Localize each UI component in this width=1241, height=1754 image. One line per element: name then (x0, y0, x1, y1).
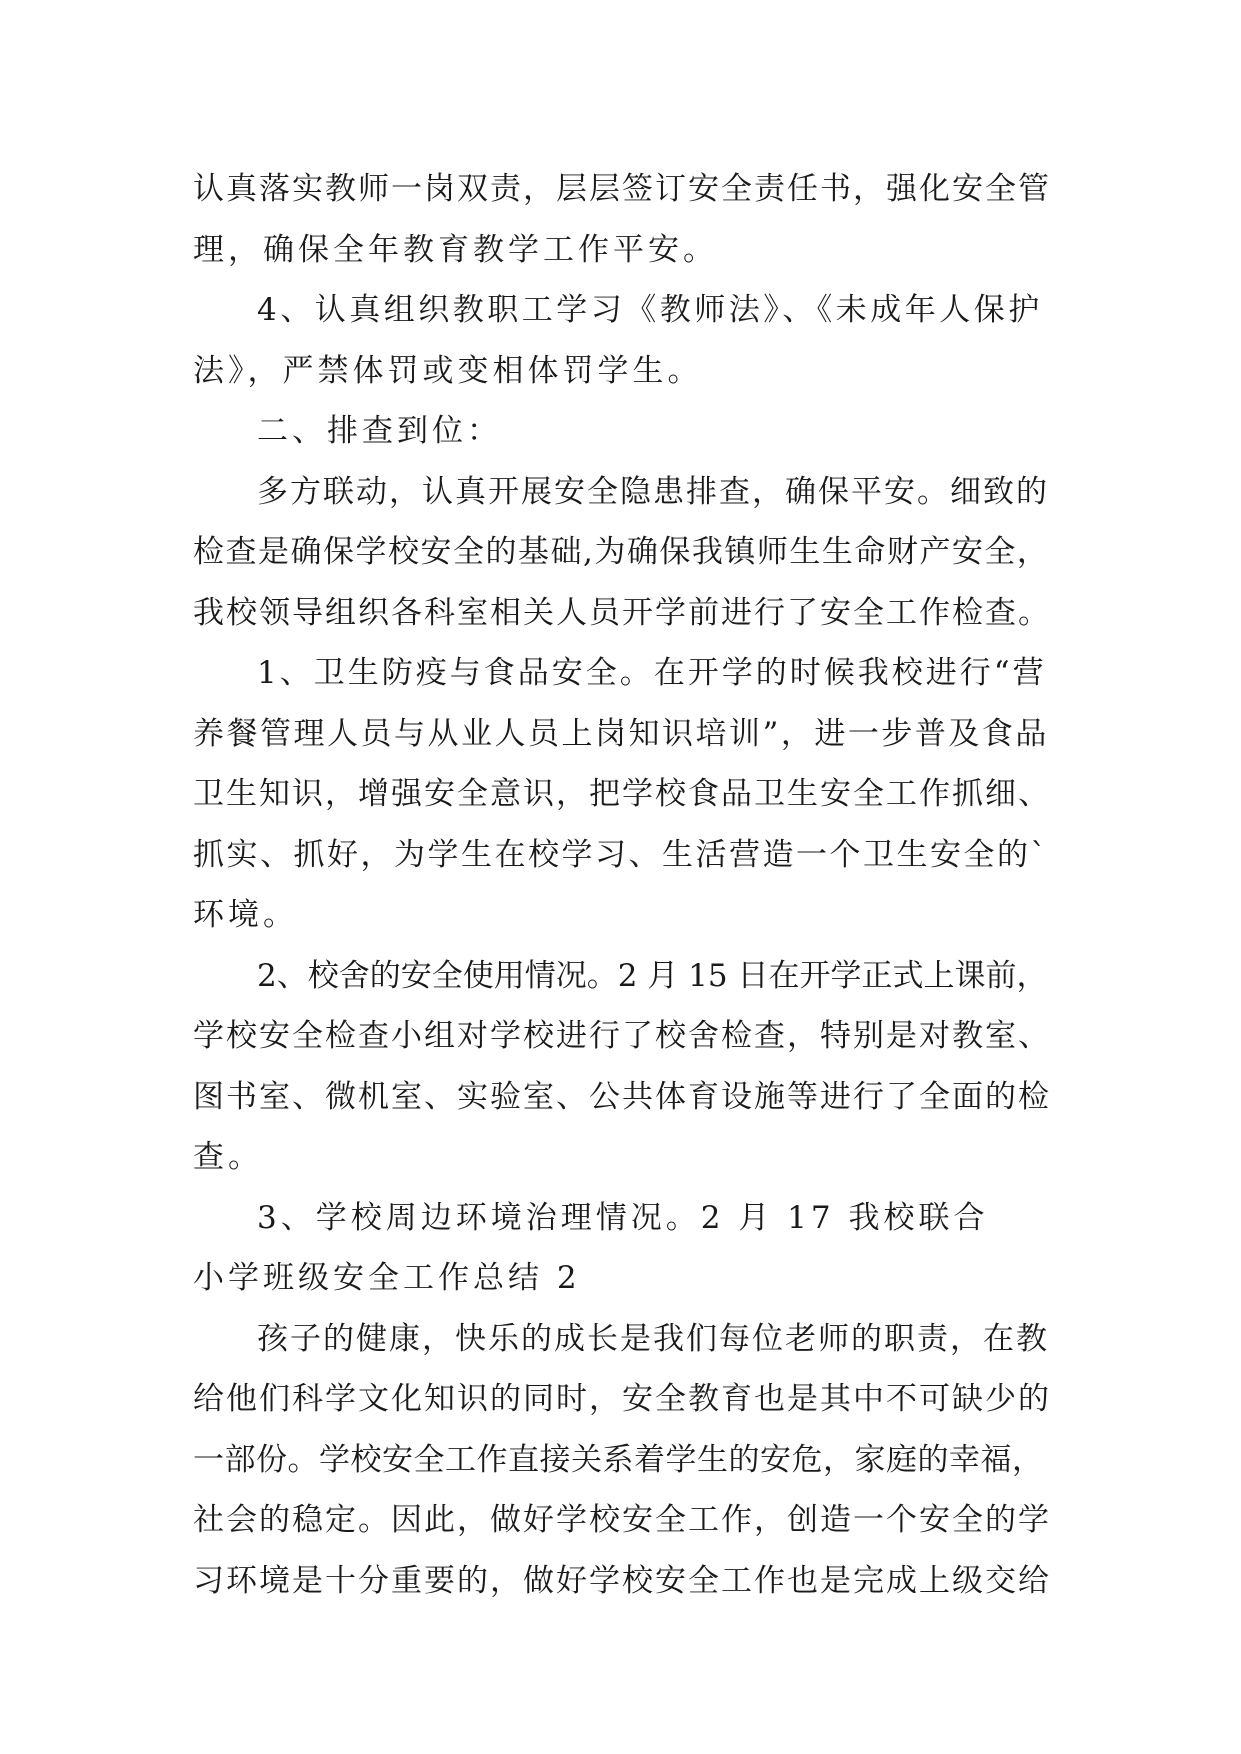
text-line: 抓实、抓好，为学生在校学习、生活营造一个卫生安全的` (193, 836, 1049, 873)
text-line: 卫生知识，增强安全意识，把学校食品卫生安全工作抓细、 (193, 776, 1051, 812)
text-line: 多方联动，认真开展安全隐患排查，确保平安。细致的 (257, 473, 1049, 510)
text-line: 检查是确保学校安全的基础,为确保我镇师生生命财产安全， (193, 534, 1050, 570)
text-line: 3、学校周边环境治理情况。2 月 17 我校联合 (257, 1199, 989, 1236)
text-line: 习环境是十分重要的，做好学校安全工作也是完成上级交给 (193, 1562, 1051, 1599)
text-line: 一部份。学校安全工作直接关系着学生的安危，家庭的幸福， (193, 1441, 1044, 1478)
text-line: 孩子的健康，快乐的成长是我们每位老师的职责，在教 (257, 1320, 1049, 1357)
text-line: 查。 (193, 1139, 263, 1175)
text-line: 社会的稳定。因此，做好学校安全工作，创造一个安全的学 (193, 1502, 1051, 1538)
document-body (193, 159, 1053, 1611)
text-line: 给他们科学文化知识的同时，安全教育也是其中不可缺少的 (193, 1381, 1051, 1417)
text-line: 认真落实教师一岗双责，层层签订安全责任书，强化安全管 (193, 171, 1051, 207)
text-line: 2、校舍的安全使用情况。2 月 15 日在开学正式上课前， (257, 957, 1048, 994)
text-line: 法》，严禁体罚或变相体罚学生。 (193, 352, 703, 389)
text-line: 二、排查到位： (257, 413, 502, 449)
text-line: 4、认真组织教职工学习《教师法》、《未成年人保护 (257, 292, 1043, 328)
text-line: 环境。 (193, 897, 298, 933)
text-line: 小学班级安全工作总结 2 (193, 1260, 581, 1296)
text-line: 我校领导组织各科室相关人员开学前进行了安全工作检查。 (193, 594, 1051, 631)
text-line: 1、卫生防疫与食品安全。在开学的时候我校进行“营 (257, 655, 1047, 691)
text-line: 图书室、微机室、实验室、公共体育设施等进行了全面的检 (193, 1078, 1051, 1115)
text-line: 学校安全检查小组对学校进行了校舍检查，特别是对教室、 (193, 1018, 1051, 1054)
text-line: 养餐管理人员与从业人员上岗知识培训”，进一步普及食品 (193, 715, 1049, 752)
text-line: 理，确保全年教育教学工作平安。 (193, 231, 718, 268)
